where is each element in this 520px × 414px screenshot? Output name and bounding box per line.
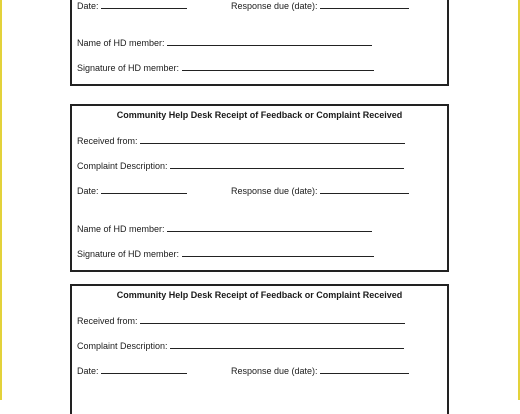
form-title: Community Help Desk Receipt of Feedback or Complaint Received [116,290,403,300]
date-row [77,0,187,12]
receipt-form-2 [70,104,449,272]
receipt-form-3 [70,284,449,414]
response-due-label: Response due (date): [231,186,318,196]
response-due-label: Response due (date): [231,1,318,11]
complaint-field[interactable] [170,339,404,349]
form-title: Community Help Desk Receipt of Feedback or Complaint Received [116,110,403,120]
member-name-row [77,222,372,235]
received-from-row [77,134,405,147]
member-signature-label: Signature of HD member: [77,63,180,73]
member-signature-row [77,247,374,260]
date-row [77,364,187,377]
member-name-row [77,36,372,49]
response-due-label: Response due (date): [231,366,318,376]
received-from-row [77,314,405,327]
response-due-field[interactable] [320,364,409,374]
member-signature-label: Signature of HD member: [77,249,180,259]
date-field[interactable] [101,184,187,194]
date-field[interactable] [101,364,187,374]
complaint-label: Complaint Description: [77,341,168,351]
received-from-field[interactable] [140,314,405,324]
received-from-label: Received from: [77,316,138,326]
member-name-label: Name of HD member: [77,224,165,234]
received-from-field[interactable] [140,134,405,144]
date-label: Date: [77,1,99,11]
complaint-row [77,339,404,352]
member-signature-field[interactable] [182,61,374,71]
member-name-field[interactable] [167,36,372,46]
received-from-label: Received from: [77,136,138,146]
response-due-row [231,364,409,377]
date-label: Date: [77,366,99,376]
date-field[interactable] [101,0,187,9]
member-signature-row [77,61,374,74]
date-label: Date: [77,186,99,196]
date-row [77,184,187,197]
page-edge-left [0,0,2,400]
complaint-label: Complaint Description: [77,161,168,171]
complaint-row [77,159,404,172]
response-due-field[interactable] [320,184,409,194]
member-name-label: Name of HD member: [77,38,165,48]
response-due-field[interactable] [320,0,409,9]
member-name-field[interactable] [167,222,372,232]
complaint-field[interactable] [170,159,404,169]
response-due-row [231,0,409,12]
member-signature-field[interactable] [182,247,374,257]
receipt-form-1 [70,0,449,86]
response-due-row [231,184,409,197]
